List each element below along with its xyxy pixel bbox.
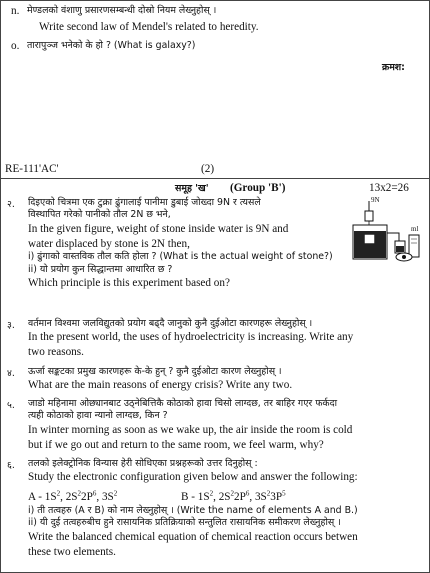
- question-line: त्यही कोठाको हावा न्यानो लाग्दछ, किन ?: [28, 410, 168, 422]
- question-line: तलको इलेक्ट्रोनिक विन्यास हेरी सोधिएका प्रश्नहरूको उत्तर दिनुहोस् :: [28, 458, 258, 469]
- question-line: Write the balanced chemical equation of chemical reaction occurs betwen: [28, 530, 358, 543]
- figure-label-ml: ml: [411, 225, 419, 233]
- question-2: [28, 197, 348, 291]
- question-6: [28, 458, 358, 485]
- question-line: दिइएको चित्रमा एक टुक्रा ढुंगालाई पानीमा डुबाई जोख्दा 9N र त्यसले: [28, 197, 261, 208]
- question-3: [28, 318, 353, 360]
- question-line: i) ढुंगाको वास्तविक तौल कति होला ? (What is the actual weight of stone?): [28, 251, 333, 263]
- question-line: विस्थापित गरेको पानीको तौल 2N छ भने,: [28, 209, 171, 221]
- question-line: Which principle is this experiment based on?: [28, 277, 230, 290]
- question-line: two reasons.: [28, 346, 84, 359]
- continued-label: क्रमश:: [382, 62, 405, 73]
- question-line: i) ती तत्वहरु (A र B) को नाम लेख्नुहोस् । (Write the name of elements A and B.): [28, 505, 358, 516]
- question-number: ५.: [7, 400, 15, 411]
- config-a: A - $1S^2$, $2S^22P^6$, $3S^2$: [28, 489, 118, 503]
- q-o-text: तारापुञ्ज भनेको के हो ? (What is galaxy?): [27, 40, 196, 51]
- config-b: B - $1S^2$, $2S^22P^6$, $3S^23P^5$: [181, 489, 286, 503]
- question-number: ६.: [7, 460, 15, 471]
- page-number: (2): [201, 163, 215, 175]
- q-n-label: n.: [11, 5, 20, 17]
- q-o-label: o.: [11, 40, 20, 52]
- question-line: these two elements.: [28, 545, 116, 558]
- q-n-nepali: मेण्डलको वंशाणु प्रसारणसम्बन्धी दोस्रो नियम लेख्नुहोस् ।: [27, 5, 217, 16]
- group-marks: 13x2=26: [369, 182, 409, 194]
- question-line: but if we go out and return to the same room, we feel warm, why?: [28, 438, 324, 451]
- question-5: [28, 398, 352, 452]
- q-n-english: Write second law of Mendel's related to heredity.: [39, 21, 259, 33]
- group-title-nepali: समूह 'ख': [175, 183, 209, 194]
- question-line: जाडो महिनामा ओछ्यानबाट उठ्नेबित्तिकै कोठाको हावा चिसो लाग्दछ, तर बाहिर गएर फर्कदा: [28, 398, 338, 409]
- question-number: २.: [7, 199, 15, 210]
- question-line: वर्तमान विश्वमा जलविद्युतको प्रयोग बढ्दै जानुको कुनै दुईओटा कारणहरू लेख्नुहोस् ।: [28, 318, 313, 329]
- question-line: Study the electronic configuration given below and answer the following:: [28, 471, 358, 484]
- stone-in-water-apparatus-icon: [351, 196, 423, 263]
- question-4: [28, 366, 292, 393]
- group-title-english: (Group 'B'): [230, 182, 286, 194]
- question-line: ii) यो प्रयोग कुन सिद्धान्तमा आधारित छ ?: [28, 263, 173, 275]
- question-line: ऊर्जा सङ्कटका प्रमुख कारणहरू के-के हुन् ? कुनै दुईओटा कारण लेख्नुहोस् ।: [28, 366, 282, 377]
- question-6-parts: [28, 505, 358, 559]
- question-line: water displaced by stone is 2N then,: [28, 237, 190, 250]
- question-line: ii) यी दुई तत्वहरुबीच हुने रासायनिक प्रतिक्रियाको सन्तुलित रासायनिक समीकरण लेख्नुहोस् ।: [28, 517, 341, 529]
- question-number: ४.: [7, 368, 15, 379]
- figure-label-9n: 9N: [371, 196, 380, 204]
- question-line: What are the main reasons of energy crisis? Write any two.: [28, 379, 293, 392]
- header-divider: [1, 178, 430, 179]
- question-line: In the present world, the uses of hydroelectricity is increasing. Write any: [28, 331, 354, 344]
- question-line: In the given figure, weight of stone inside water is 9N and: [28, 222, 289, 235]
- paper-code: RE-111'AC': [5, 163, 59, 175]
- question-line: In winter morning as soon as we wake up, the air inside the room is cold: [28, 423, 353, 436]
- question-number: ३.: [7, 320, 15, 331]
